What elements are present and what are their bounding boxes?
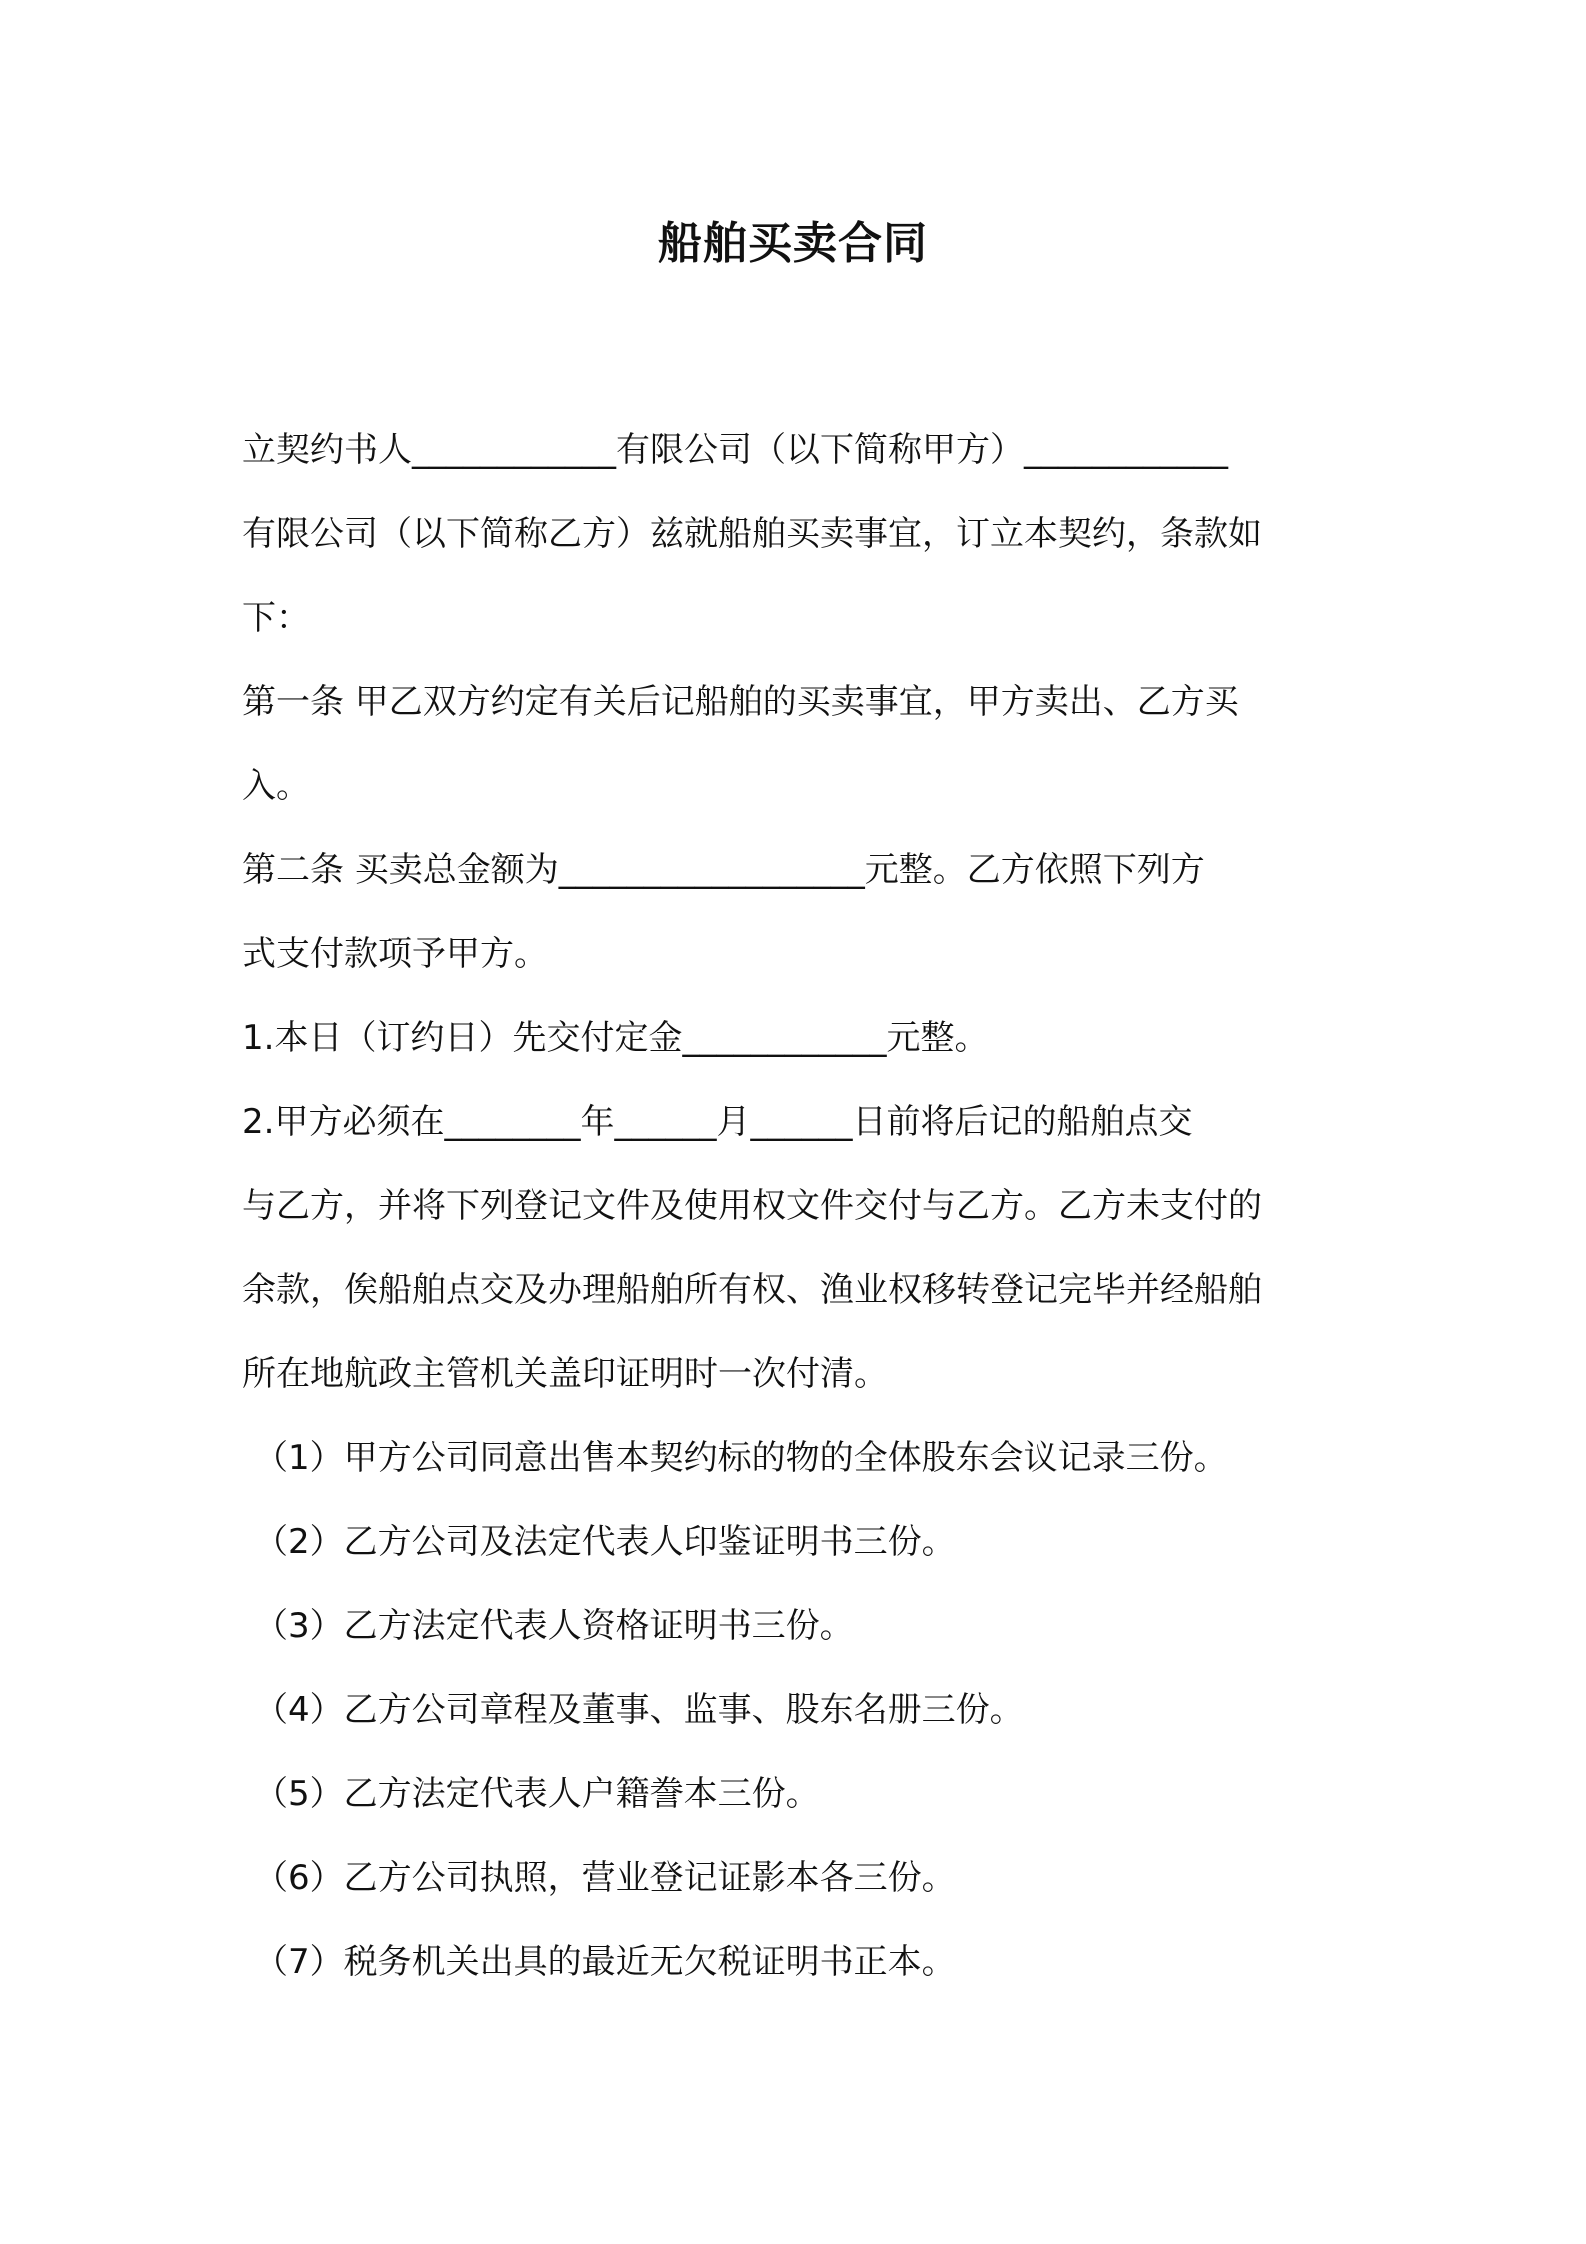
paragraph-line: 有限公司（以下简称乙方）兹就船舶买卖事宜，订立本契约，条款如 xyxy=(242,514,1262,554)
paragraph-line: 1.本日（订约日）先交付定金____________元整。 xyxy=(242,1018,989,1058)
paragraph-line: 第二条 买卖总金额为__________________元整。乙方依照下列方 xyxy=(242,850,1205,890)
paragraph-line: 余款，俟船舶点交及办理船舶所有权、渔业权移转登记完毕并经船舶 xyxy=(242,1270,1262,1310)
list-item: （7）税务机关出具的最近无欠税证明书正本。 xyxy=(254,1942,956,1982)
paragraph-line: 式支付款项予甲方。 xyxy=(242,934,548,974)
paragraph-line: 立契约书人____________有限公司（以下简称甲方）____________ xyxy=(242,430,1228,470)
paragraph-line: 2.甲方必须在________年______月______日前将后记的船舶点交 xyxy=(242,1102,1193,1142)
list-item: （1）甲方公司同意出售本契约标的物的全体股东会议记录三份。 xyxy=(254,1438,1228,1478)
paragraph-line: 下： xyxy=(242,598,310,638)
list-item: （2）乙方公司及法定代表人印鉴证明书三份。 xyxy=(254,1522,956,1562)
list-item: （4）乙方公司章程及董事、监事、股东名册三份。 xyxy=(254,1690,1024,1730)
paragraph-line: 第一条 甲乙双方约定有关后记船舶的买卖事宜，甲方卖出、乙方买 xyxy=(242,682,1239,722)
paragraph-line: 入。 xyxy=(242,766,310,806)
paragraph-line: 所在地航政主管机关盖印证明时一次付清。 xyxy=(242,1354,888,1394)
paragraph-line: 与乙方，并将下列登记文件及使用权文件交付与乙方。乙方未支付的 xyxy=(242,1186,1262,1226)
list-item: （6）乙方公司执照，营业登记证影本各三份。 xyxy=(254,1858,956,1898)
list-item: （3）乙方法定代表人资格证明书三份。 xyxy=(254,1606,854,1646)
document-title: 船舶买卖合同 xyxy=(658,218,928,269)
list-item: （5）乙方法定代表人户籍誊本三份。 xyxy=(254,1774,820,1814)
document-body xyxy=(242,408,1362,2004)
